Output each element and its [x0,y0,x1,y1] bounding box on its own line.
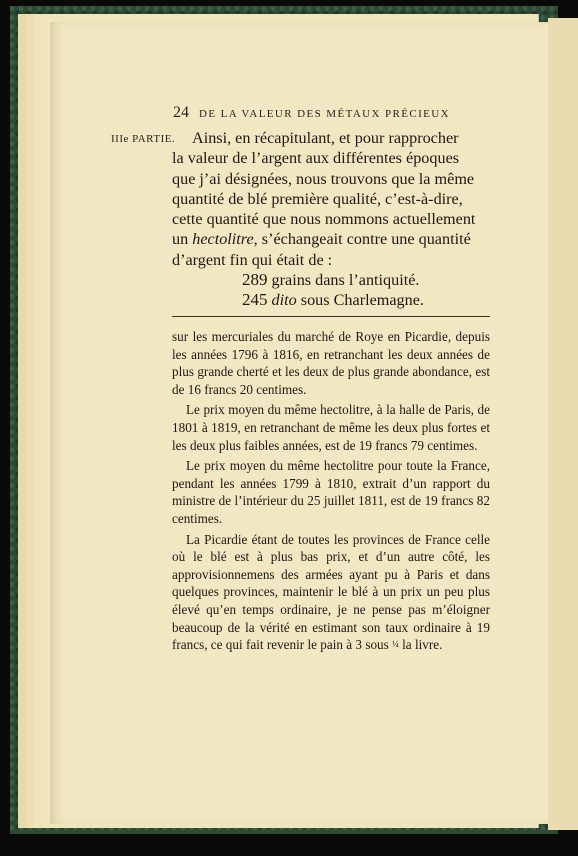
paragraph-end: la livre. [402,637,443,653]
intro-paragraph [172,128,492,311]
paragraph [172,531,490,654]
list-unit: dito [271,291,297,310]
facing-page-edge [548,18,578,830]
running-title: DE LA VALEUR DES MÉTAUX PRÉCIEUX [199,108,450,120]
list-value: 289 [242,270,268,290]
list-unit: grains [271,271,312,290]
fraction: ¼ [392,639,399,650]
page-number: 24 [173,104,189,121]
section-rule [172,316,490,317]
intro-line: que j’ai désignées, nous trouvons que la même [172,169,475,188]
intro-line: un hectolitre, s’échangeait contre une quantité [172,230,471,249]
list-text: sous Charlemagne. [300,291,424,310]
paragraph: Le prix moyen du même hectolitre pour toute la France, pendant les années 1799 à 1810, extrait d’un rapport du ministre de l’intérieur du 25 juillet 1811, est de 19 francs 82 centimes. [172,458,490,526]
list-value: 245 [242,290,268,310]
paragraph: Le prix moyen du même hectolitre, à la halle de Paris, de 1801 à 1819, en retranchant de même les deux plus fortes et les deux plus faibles années, est de 19 francs 79 centimes. [172,402,490,453]
paragraph: sur les mercuriales du marché de Roye en Picardie, depuis les années 1796 à 1816, en retranchant les deux années de plus grande cherté et les deux de plus grande abondance, est de 16 francs 20 centimes. [172,329,490,397]
intro-line: Ainsi, en récapitulant, et pour rapprocher [192,129,459,147]
intro-line: quantité de blé première qualité, c’est-à-dire, [172,189,463,208]
intro-line: la valeur de l’argent aux différentes époques [172,149,460,168]
list-item [172,290,492,310]
intro-line: cette quantité que nous nommons actuellement [172,210,476,229]
body-text [172,328,490,657]
margin-note: IIIe PARTIE. [111,133,176,145]
running-header [173,104,493,122]
list-text: dans l’antiquité. [315,271,420,290]
list-item [172,270,492,290]
paragraph-text: La Picardie étant de toutes les provinces de France celle où le blé est à plus bas prix, et d’un autre côté, les approvisionnemens des armées ayant pu à Paris et dans quelques provinces, maintenir le blé à un prix un peu plus élevé qu’en temps ordinaire, je ne pense pas m’éloigner beaucoup de la vérité en estimant son taux ordinaire à 19 francs, ce qui fait revenir le pain à 3 sous [172,531,490,653]
intro-line: d’argent fin qui était de : [172,250,333,269]
